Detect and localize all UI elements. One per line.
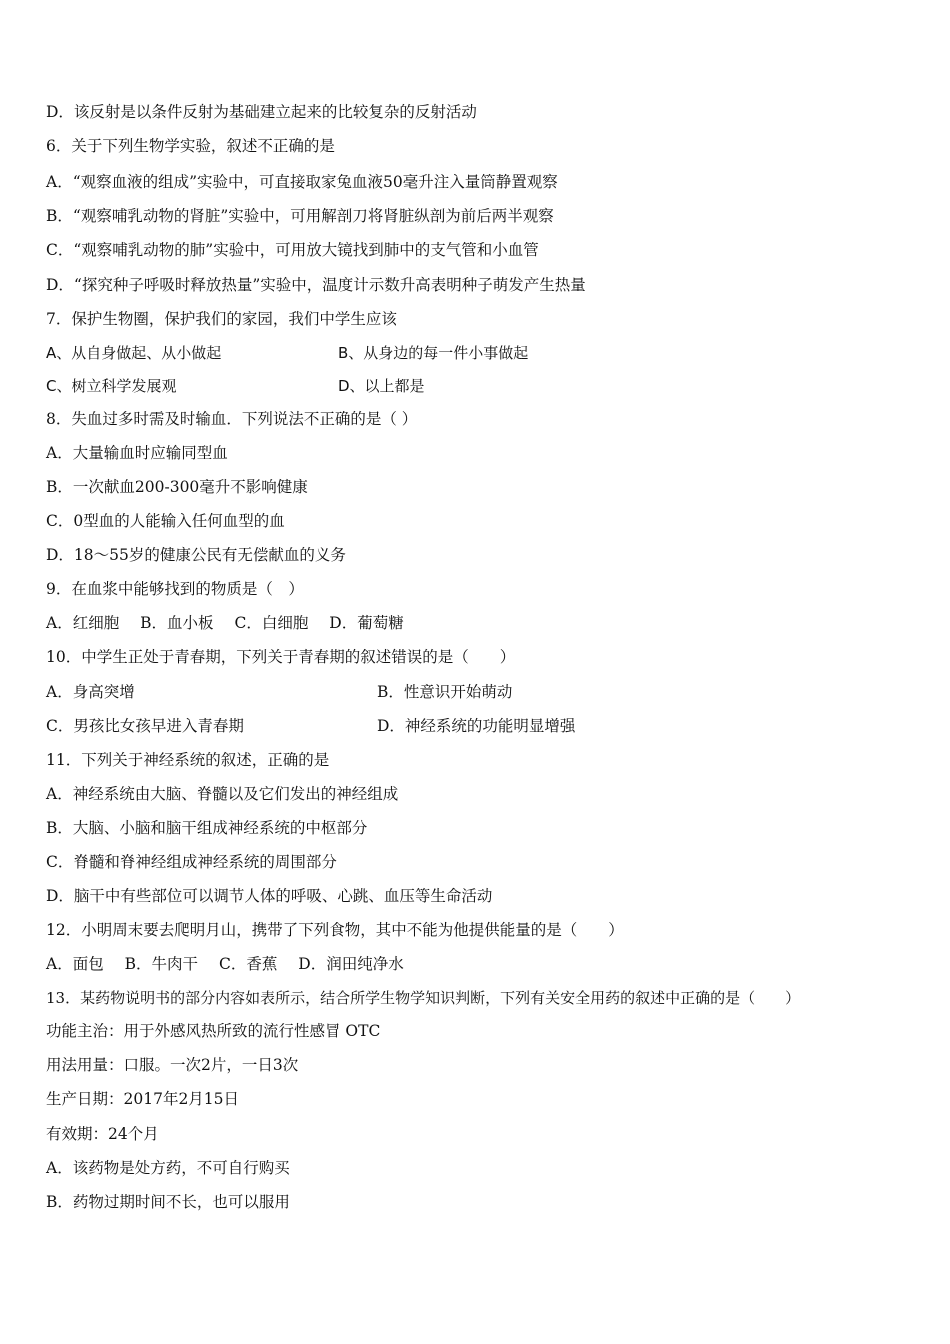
q13-info-usage: 用法用量：口服。一次2片，一日3次	[46, 1056, 299, 1074]
q7-option-d: D、以上都是	[338, 377, 425, 395]
q7-stem: 7．保护生物圈，保护我们的家园，我们中学生应该	[46, 310, 397, 328]
q8-option-b: B．一次献血200-300毫升不影响健康	[46, 478, 308, 496]
q7-option-b: B、从身边的每一件小事做起	[338, 344, 529, 362]
q10-option-d: D．神经系统的功能明显增强	[377, 717, 576, 735]
q9-option-d: D．葡萄糖	[329, 614, 404, 632]
q8-stem: 8．失血过多时需及时输血．下列说法不正确的是（ ）	[46, 410, 418, 428]
q10-option-a: A．身高突增	[46, 683, 135, 701]
q12-option-a: A．面包	[46, 955, 104, 973]
q11-option-c: C．脊髓和脊神经组成神经系统的周围部分	[46, 853, 337, 871]
q10-stem: 10．中学生正处于青春期，下列关于青春期的叙述错误的是（ ）	[46, 648, 516, 666]
q6-option-b: B．“观察哺乳动物的肾脏”实验中，可用解剖刀将肾脏纵剖为前后两半观察	[46, 207, 554, 225]
q9-option-b: B．血小板	[140, 614, 214, 632]
q12-options	[46, 954, 420, 974]
q9-stem: 9．在血浆中能够找到的物质是（ ）	[46, 580, 304, 598]
q6-stem: 6．关于下列生物学实验，叙述不正确的是	[46, 137, 335, 155]
q5-option-d: D．该反射是以条件反射为基础建立起来的比较复杂的反射活动	[46, 103, 477, 121]
q6-option-c: C．“观察哺乳动物的肺”实验中，可用放大镜找到肺中的支气管和小血管	[46, 241, 539, 259]
q13-info-function: 功能主治：用于外感风热所致的流行性感冒 OTC	[46, 1022, 381, 1040]
q11-option-a: A．神经系统由大脑、脊髓以及它们发出的神经组成	[46, 785, 399, 803]
q13-info-validity: 有效期：24个月	[46, 1125, 159, 1143]
q11-stem: 11．下列关于神经系统的叙述，正确的是	[46, 751, 330, 769]
q13-option-b: B．药物过期时间不长，也可以服用	[46, 1193, 290, 1211]
q6-option-d: D．“探究种子呼吸时释放热量”实验中，温度计示数升高表明种子萌发产生热量	[46, 276, 586, 294]
q8-option-a: A．大量输血时应输同型血	[46, 444, 228, 462]
q12-option-c: C．香蕉	[218, 955, 278, 973]
q7-option-c: C、树立科学发展观	[46, 377, 177, 395]
q9-options	[46, 613, 420, 633]
q9-option-c: C．白细胞	[234, 614, 309, 632]
q11-option-d: D．脑干中有些部位可以调节人体的呼吸、心跳、血压等生命活动	[46, 887, 493, 905]
q10-option-b: B．性意识开始萌动	[377, 683, 513, 701]
q7-option-a: A、从自身做起、从小做起	[46, 344, 222, 362]
q12-option-b: B．牛肉干	[124, 955, 199, 973]
q13-info-production-date: 生产日期：2017年2月15日	[46, 1090, 240, 1108]
q6-option-a: A．“观察血液的组成”实验中，可直接取家兔血液50毫升注入量筒静置观察	[46, 173, 558, 191]
q13-option-a: A．该药物是处方药，不可自行购买	[46, 1159, 290, 1177]
q13-stem: 13．某药物说明书的部分内容如表所示，结合所学生物学知识判断，下列有关安全用药的叙述中正确的是（ ）	[46, 989, 801, 1007]
q10-option-c: C．男孩比女孩早进入青春期	[46, 717, 244, 735]
q11-option-b: B．大脑、小脑和脑干组成神经系统的中枢部分	[46, 819, 368, 837]
q12-option-d: D．润田纯净水	[298, 955, 404, 973]
q8-option-d: D．18～55岁的健康公民有无偿献血的义务	[46, 546, 346, 564]
q12-stem: 12．小明周末要去爬明月山，携带了下列食物，其中不能为他提供能量的是（ ）	[46, 921, 624, 939]
q9-option-a: A．红细胞	[46, 614, 120, 632]
q8-option-c: C．0型血的人能输入任何血型的血	[46, 512, 285, 530]
